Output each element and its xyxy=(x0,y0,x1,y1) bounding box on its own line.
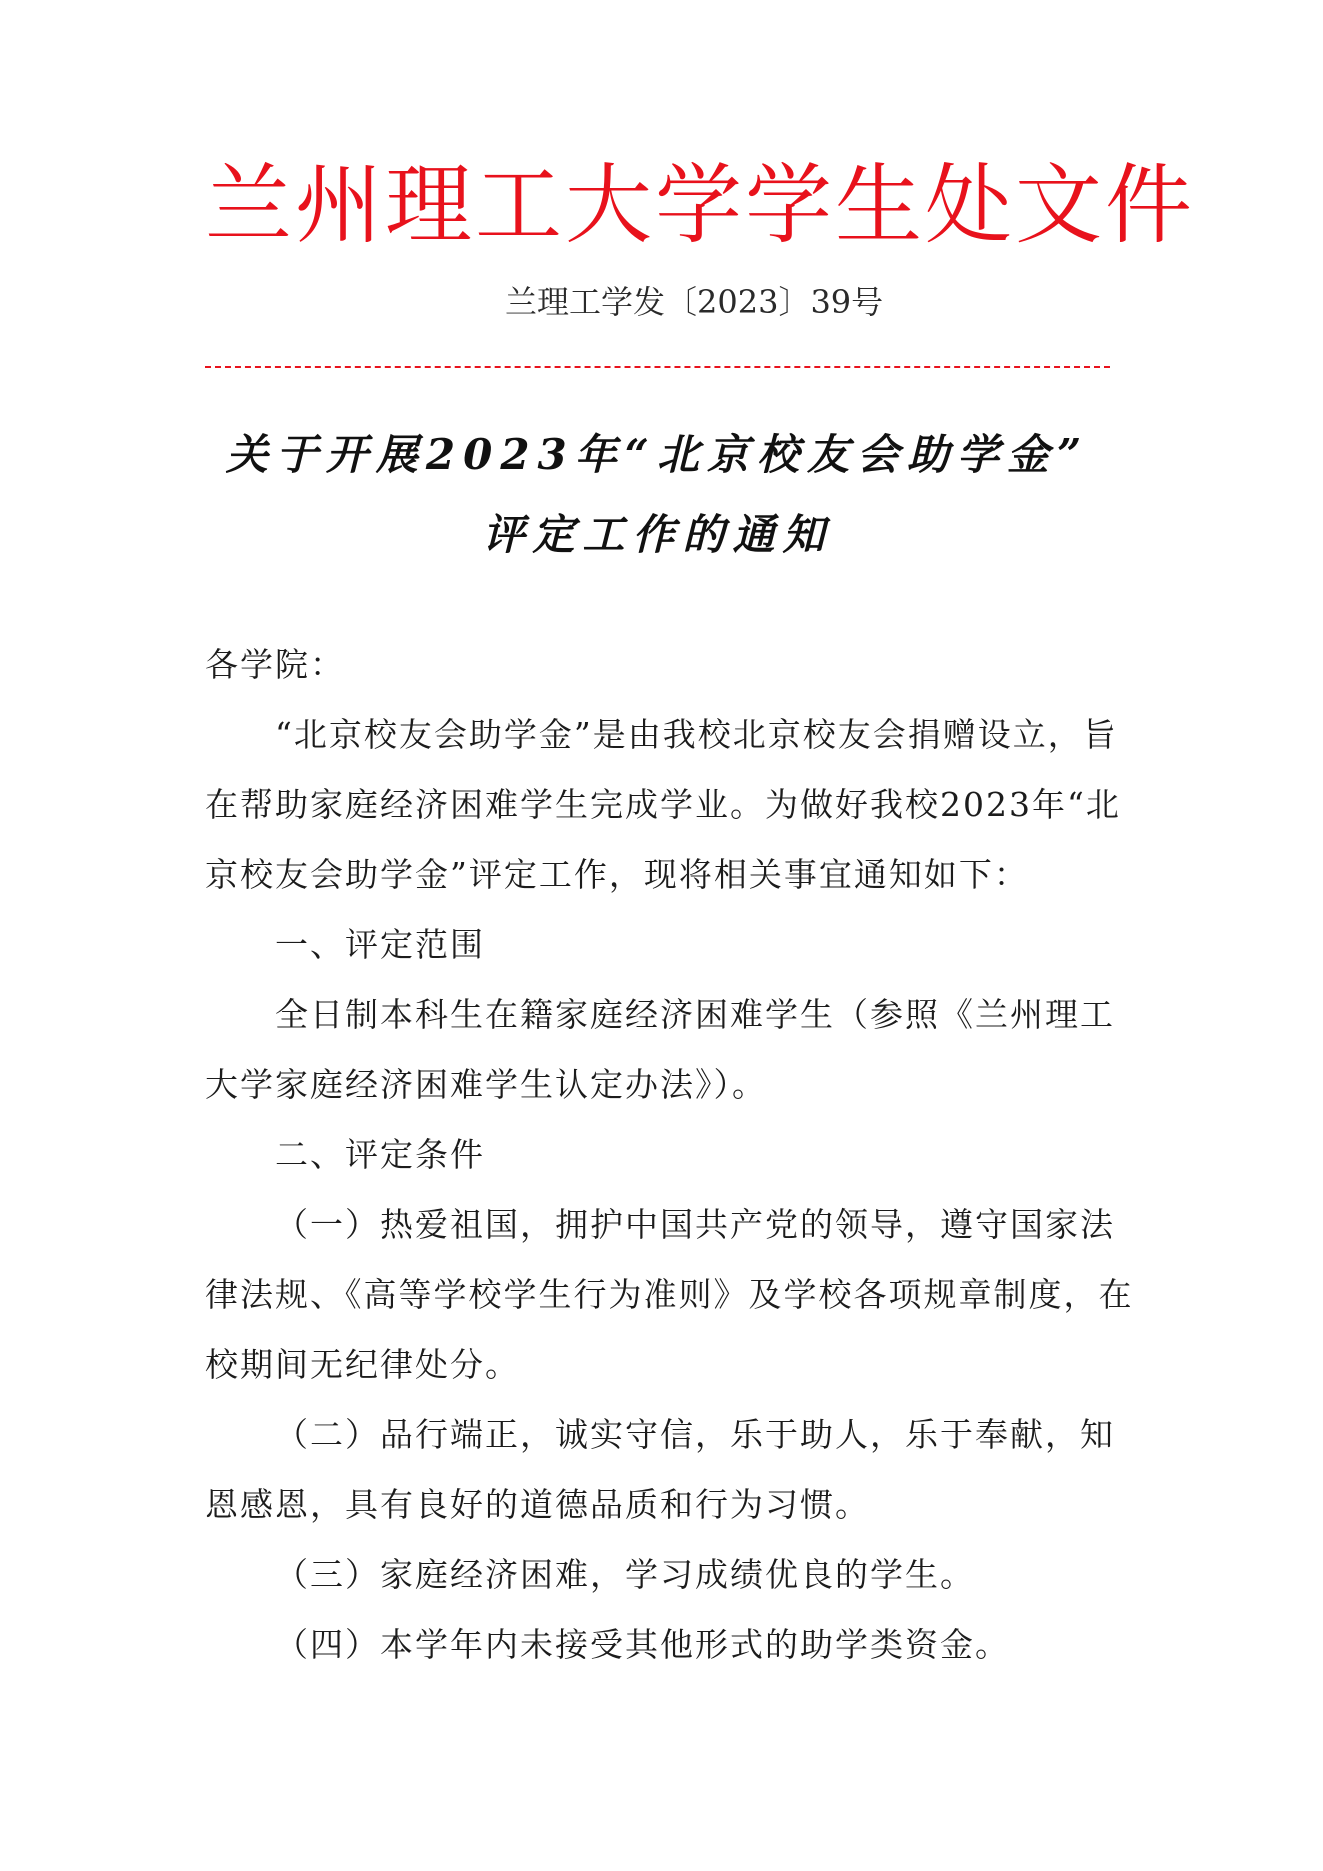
condition-item-1: （一）热爱祖国，拥护中国共产党的领导，遵守国家法律法规、《高等学校学生行为准则》及学校各项规章制度，在校期间无纪律处分。 xyxy=(205,1205,1134,1384)
condition-item-4: （四）本学年内未接受其他形式的助学类资金。 xyxy=(275,1625,1010,1664)
condition-item-2: （二）品行端正，诚实守信，乐于助人，乐于奉献，知恩感恩，具有良好的道德品质和行为习惯。 xyxy=(205,1415,1115,1524)
salutation: 各学院： xyxy=(205,645,345,684)
notice-body xyxy=(205,630,1135,1680)
section-heading-conditions: 二、评定条件 xyxy=(275,1135,485,1174)
notice-title-line-2: 评定工作的通知 xyxy=(482,510,833,559)
issuing-organization-title: 兰州理工大学学生处文件 xyxy=(205,154,1195,256)
notice-title-line-1: 关于开展2023年“北京校友会助学金” xyxy=(225,430,1090,479)
condition-item-3: （三）家庭经济困难，学习成绩优良的学生。 xyxy=(275,1555,975,1594)
body-paragraph-scope: 全日制本科生在籍家庭经济困难学生（参照《兰州理工大学家庭经济困难学生认定办法》）。 xyxy=(205,995,1115,1104)
section-heading-scope: 一、评定范围 xyxy=(275,925,485,964)
document-number: 兰理工学发〔2023〕39号 xyxy=(505,283,884,321)
body-paragraph-intro: “北京校友会助学金”是由我校北京校友会捐赠设立，旨在帮助家庭经济困难学生完成学业。为做好我校2023年“北京校友会助学金”评定工作，现将相关事宜通知如下： xyxy=(205,715,1121,894)
header-separator-line xyxy=(205,366,1110,368)
